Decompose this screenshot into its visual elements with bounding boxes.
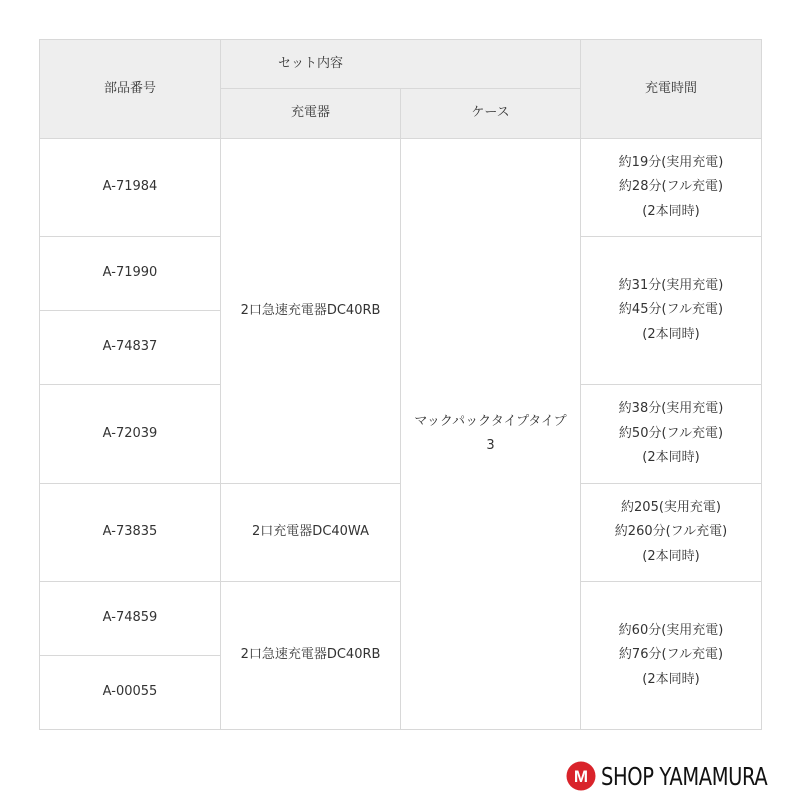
- charge-time-note: (2本同時): [642, 548, 700, 564]
- charger-cell: 2口急速充電器DC40RB: [221, 139, 401, 484]
- charge-time-practical: 約31分(実用充電): [618, 277, 724, 293]
- charge-time-cell: [581, 385, 762, 484]
- charge-time-note: (2本同時): [642, 450, 700, 466]
- header-charge-time: 充電時間: [581, 40, 762, 139]
- svg-text:M: M: [573, 767, 589, 786]
- spec-table: [39, 39, 762, 730]
- part-number-cell: A-71990: [40, 237, 221, 311]
- charge-time-practical: 約38分(実用充電): [618, 401, 724, 417]
- charge-time-full: 約50分(フル充電): [618, 425, 724, 441]
- case-line: 3: [486, 438, 495, 453]
- charger-cell: 2口急速充電器DC40RB: [221, 582, 401, 730]
- part-number-cell: A-74859: [40, 582, 221, 656]
- charge-time-full: 約260分(フル充電): [614, 524, 728, 540]
- shop-logo: [566, 760, 800, 792]
- charge-time-practical: 約60分(実用充電): [618, 622, 724, 638]
- charge-time-full: 約45分(フル充電): [618, 302, 724, 318]
- charge-time-note: (2本同時): [642, 671, 700, 687]
- part-number-cell: A-74837: [40, 311, 221, 385]
- charge-time-cell: [581, 139, 762, 237]
- shop-m-icon: [566, 761, 596, 791]
- header-charger: 充電器: [221, 89, 401, 139]
- part-number-cell: A-72039: [40, 385, 221, 484]
- charge-time-practical: 約205(実用充電): [621, 499, 721, 515]
- header-case: ケース: [401, 89, 581, 139]
- charge-time-note: (2本同時): [642, 326, 700, 342]
- charge-time-cell: [581, 237, 762, 385]
- charge-time-cell: [581, 582, 762, 730]
- part-number-cell: A-00055: [40, 656, 221, 730]
- charger-cell: 2口充電器DC40WA: [221, 484, 401, 582]
- case-line: マックパックタイプタイプ: [414, 413, 567, 429]
- charge-time-note: (2本同時): [642, 203, 700, 219]
- part-number-cell: A-73835: [40, 484, 221, 582]
- part-number-cell: A-71984: [40, 139, 221, 237]
- charge-time-full: 約76分(フル充電): [618, 647, 724, 663]
- charge-time-practical: 約19分(実用充電): [618, 154, 724, 170]
- charge-time-full: 約28分(フル充電): [618, 179, 724, 195]
- header-part-number: 部品番号: [40, 40, 221, 139]
- charge-time-cell: [581, 484, 762, 582]
- header-set-contents: セット内容: [221, 40, 581, 89]
- shop-name: SHOP YAMAMURA: [601, 761, 768, 791]
- case-cell: [401, 139, 581, 730]
